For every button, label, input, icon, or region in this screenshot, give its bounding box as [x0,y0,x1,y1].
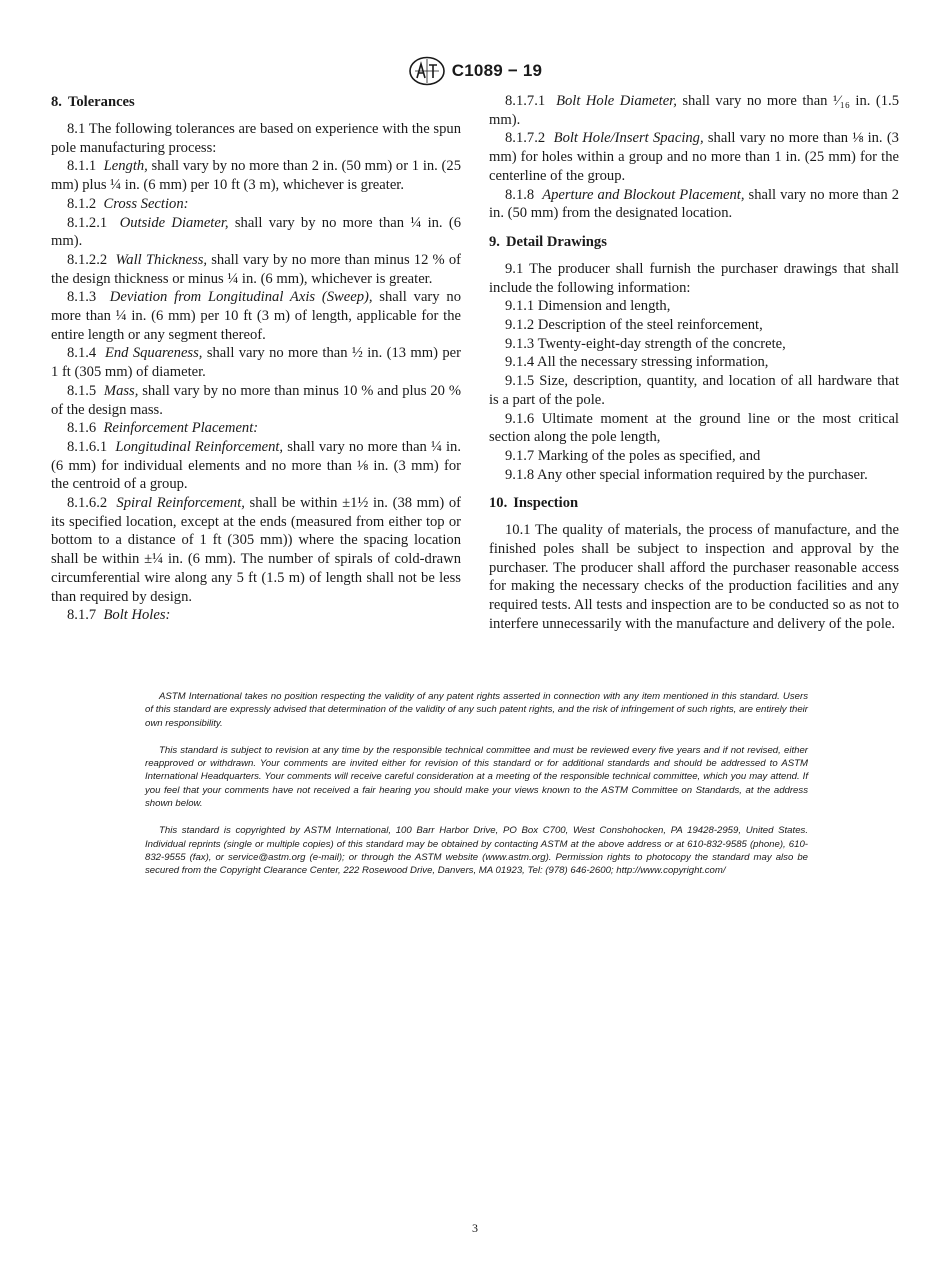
paragraph-8-1-1: 8.1.1 Length, shall vary by no more than 2 in. (50 mm) or 1 in. (25 mm) plus ¼ in. (6 mm) per 10 ft (3 m), whichever is greater. [51,158,461,194]
paragraph-8-1-6: 8.1.6 Reinforcement Placement: [67,420,259,437]
paragraph-8-1-5: 8.1.5 Mass, shall vary by no more than minus 10 % and plus 20 % of the design mass. [51,382,461,418]
paragraph-8-1-7-1: 8.1.7.1 Bolt Hole Diameter, shall vary no more than ¹⁄₁₆ in. (1.5 mm). [489,93,899,128]
paragraph-8-1-7-2: 8.1.7.2 Bolt Hole/Insert Spacing, shall vary no more than ⅛ in. (3 mm) for holes within a group and no more than 1 in. (25 mm) for the centerline of the group. [489,130,899,184]
standard-designation: C1089 − 19 [451,61,543,80]
paragraph-8-1-2: 8.1.2 Cross Section: [67,195,189,212]
paragraph-8-1-4: 8.1.4 End Squareness, shall vary no more than ½ in. (13 mm) per 1 ft (305 mm) of diameter. [51,345,462,381]
right-column [489,92,899,634]
paragraph-8-1-3: 8.1.3 Deviation from Longitudinal Axis (Sweep), shall vary no more than ¼ in. (6 mm) per 10 ft (3 m) of length, applicable for the entire length or any segment thereof. [51,289,461,343]
paragraph-9-1: 9.1 The producer shall furnish the purchaser drawings that shall include the following information: [489,260,899,296]
copyright-notice: This standard is copyrighted by ASTM International, 100 Barr Harbor Drive, PO Box C700, West Conshohocken, PA 19428-2959, United States. Individual reprints (single or multiple copies) of this standard may be obtained by contacting ASTM at the above address or at 610-832-9585 (phone), 610-832-9555 (fax), or service@astm.org (e-mail); or through the ASTM website (www.astm.org). Permission rights to photocopy the standard may also be secured from the Copyright Clearance Center, 222 Rosewood Drive, Danvers, MA 01923, Tel: (978) 646-2600; http://www.copyright.com/ [145,825,808,877]
page-number: 3 [472,1221,478,1235]
revision-notice: This standard is subject to revision at any time by the responsible technical committee and must be reviewed every five years and if not revised, either reapproved or withdrawn. Your comments are invited either for revision of this standard or for additional standards and should be addressed to ASTM International Headquarters. Your comments will receive careful consideration at a meeting of the responsible technical committee, which you may attend. If you feel that your comments have not received a fair hearing you should make your views known to the ASTM Committee on Standards, at the address shown below. [145,744,808,810]
page-header [0,56,950,86]
section-9-heading: 9. Detail Drawings [489,233,607,250]
paragraph-8-1-2-1: 8.1.2.1 Outside Diameter, shall vary by no more than ¼ in. (6 mm). [51,214,462,250]
section-8-heading: 8. Tolerances [51,94,135,110]
paragraph-8-1-6-1: 8.1.6.1 Longitudinal Reinforcement, shall vary no more than ¼ in. (6 mm) for individual elements and no more than ⅛ in. (3 mm) for the centroid of a group. [51,438,462,493]
list-item: 9.1.2 Description of the steel reinforcement, [505,317,763,334]
paragraph-8-1-6-2: 8.1.6.2 Spiral Reinforcement, shall be within ±1½ in. (38 mm) of its specified location, except at the ends (measured from either top or bottom to a distance of 1 ft (305 mm)) where the spacing location shall be within ±¼ in. (6 mm). The number of spirals of cold-drawn circumferential wire along any 5 ft (1.5 m) of length shall not be less than required by design. [51,495,462,605]
paragraph-8-1-2-2: 8.1.2.2 Wall Thickness, shall vary by no more than minus 12 % of the design thickness or minus ¼ in. (6 mm), whichever is greater. [51,251,462,287]
paragraph-8-1: 8.1 The following tolerances are based on experience with the spun pole manufacturing process: [51,121,461,156]
list-item: 9.1.7 Marking of the poles as specified, and [505,447,761,464]
section-10-heading: 10. Inspection [489,495,579,512]
list-item: 9.1.6 Ultimate moment at the ground line or the most critical section along the pole length, [489,410,899,446]
legal-notices [145,690,808,892]
left-column [51,92,461,625]
list-item: 9.1.4 All the necessary stressing information, [505,354,769,371]
list-item: 9.1.3 Twenty-eight-day strength of the concrete, [505,335,786,352]
patent-notice: ASTM International takes no position respecting the validity of any patent rights asserted in connection with any item mentioned in this standard. Users of this standard are expressly advised that determination of the validity of any such patent rights, and the risk of infringement of such rights, are entirely their own responsibility. [145,691,808,729]
list-item: 9.1.8 Any other special information required by the purchaser. [505,466,868,483]
paragraph-10-1: 10.1 The quality of materials, the process of manufacture, and the finished poles shall be subject to inspection and approval by the purchaser. The producer shall afford the purchaser reasonable access for making the necessary checks of the production facilities and any required tests. All tests and inspection are to be conducted so as not to interfere unnecessarily with the manufacture and delivery of the pole. [489,522,899,632]
list-item: 9.1.5 Size, description, quantity, and location of all hardware that is a part of the pole. [489,373,899,408]
paragraph-8-1-8: 8.1.8 Aperture and Blockout Placement, shall vary no more than 2 in. (50 mm) from the designated location. [489,186,899,222]
astm-logo-icon [408,56,446,86]
list-item: 9.1.1 Dimension and length, [505,298,671,315]
paragraph-8-1-7: 8.1.7 Bolt Holes: [67,607,171,624]
